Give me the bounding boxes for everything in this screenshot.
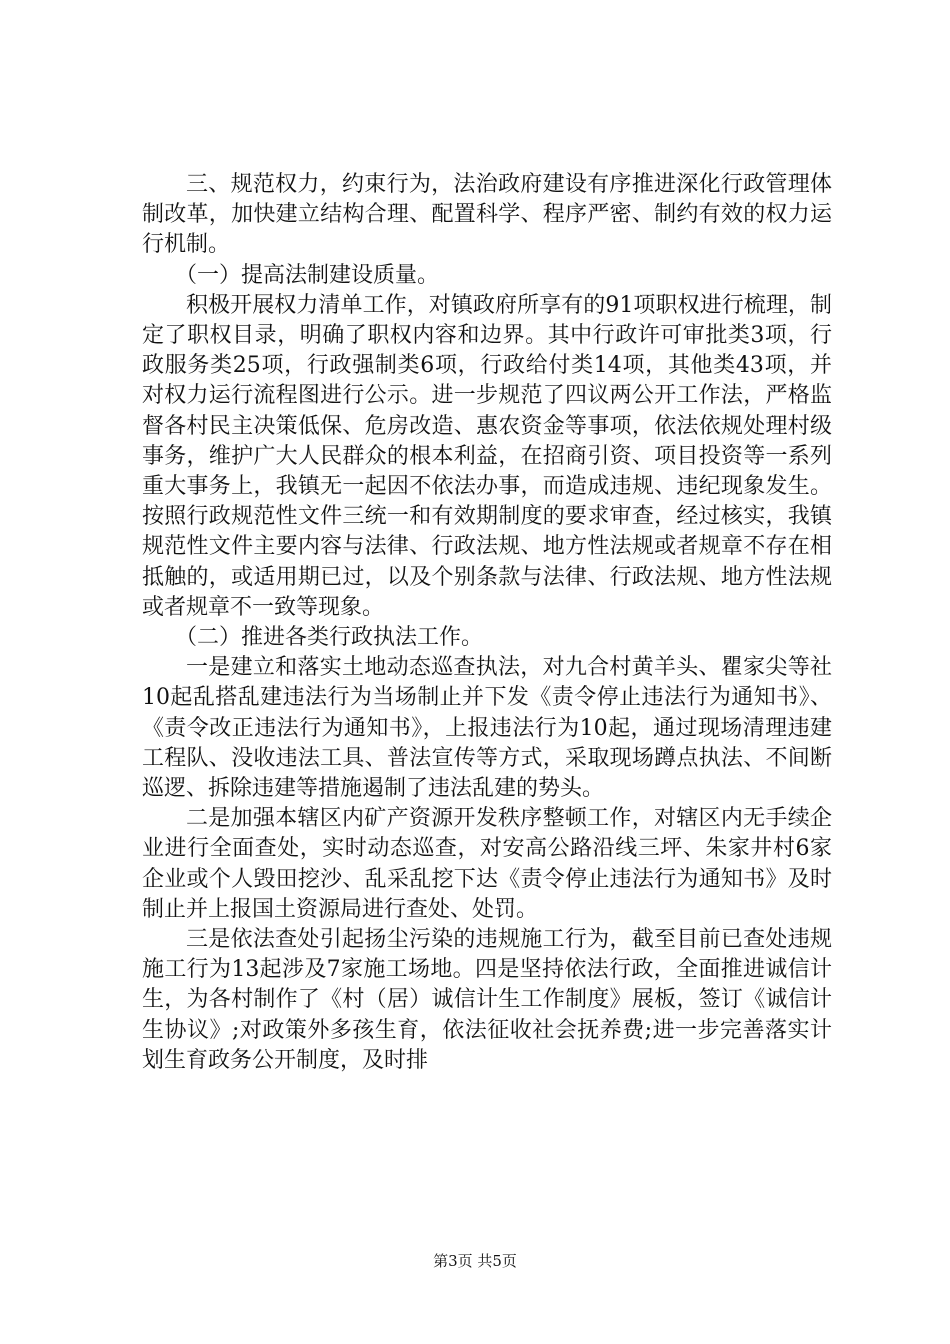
paragraph-section-three: 三、规范权力，约束行为，法治政府建设有序推进深化行政管理体制改革，加快建立结构合理、配置科学、程序严密、制约有效的权力运行机制。 [142, 172, 832, 258]
document-body [142, 170, 832, 1076]
paragraph-power-list: 积极开展权力清单工作，对镇政府所享有的91项职权进行梳理，制定了职权目录，明确了职权内容和边界。其中行政许可审批类3项，行政服务类25项，行政强制类6项，行政给付类14项，其他类43项，并对权力运行流程图进行公示。进一步规范了四议两公开工作法，严格监督各村民主决策低保、危房改造、惠农资金等事项，依法依规处理村级事务，维护广大人民群众的根本利益，在招商引资、项目投资等一系列重大事务上，我镇无一起因不依法办事，而造成违规、违纪现象发生。按照行政规范性文件三统一和有效期制度的要求审查，经过核实，我镇规范性文件主要内容与法律、行政法规、地方性法规或者规章不存在相抵触的，或适用期已过，以及个别条款与法律、行政法规、地方性法规或者规章不一致等现象。 [142, 292, 832, 620]
paragraph-mineral-resources: 二是加强本辖区内矿产资源开发秩序整顿工作，对辖区内无手续企业进行全面查处，实时动态巡查，对安高公路沿线三坪、朱家井村6家企业或个人毁田挖沙、乱采乱挖下达《责令停止违法行为通知书》及时制止并上报国土资源局进行查处、处罚。 [142, 806, 832, 922]
paragraph-land-inspection: 一是建立和落实土地动态巡查执法，对九合村黄羊头、瞿家尖等社10起乱搭乱建违法行为当场制止并下发《责令停止违法行为通知书》、《责令改正违法行为通知书》，上报违法行为10起，通过现场清理违建工程队、没收违法工具、普法宣传等方式，采取现场蹲点执法、不间断巡逻、拆除违建等措施遏制了违法乱建的势头。 [142, 655, 832, 802]
paragraph-heading-one: （一）提高法制建设质量。 [175, 262, 440, 288]
paragraph-dust-pollution: 三是依法查处引起扬尘污染的违规施工行为，截至目前已查处违规施工行为13起涉及7家施工场地。四是坚持依法行政，全面推进诚信计生，为各村制作了《村（居）诚信计生工作制度》展板，签订《诚信计生协议》;对政策外多孩生育，依法征收社会抚养费;进一步完善落实计划生育政务公开制度，及时排 [142, 927, 832, 1073]
paragraph-heading-two: （二）推进各类行政执法工作。 [175, 625, 484, 651]
page-footer: 第3页 共5页 [433, 1252, 517, 1270]
